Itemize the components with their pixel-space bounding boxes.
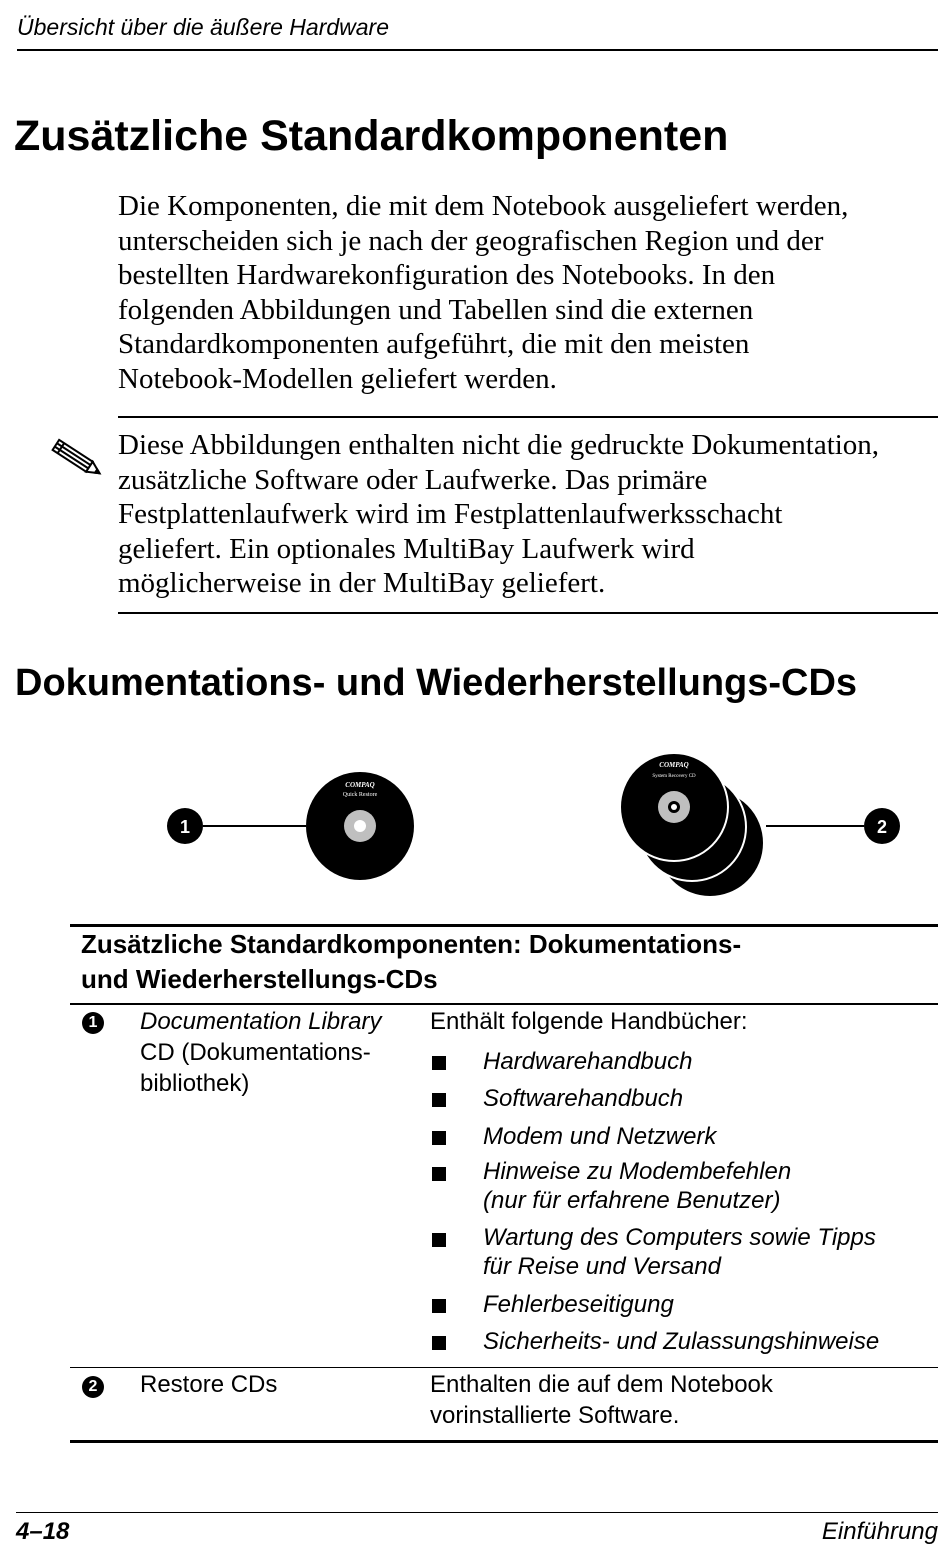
row-2-component: Restore CDs	[140, 1371, 278, 1398]
table-row-rule	[70, 1367, 938, 1368]
intro-line: folgenden Abbildungen und Tabellen sind die externen	[118, 293, 754, 326]
section-title-cds: Dokumentations- und Wiederherstellungs-CDs	[15, 662, 858, 704]
table-header-rule	[70, 1003, 938, 1005]
svg-text:Quick Restore: Quick Restore	[342, 792, 378, 798]
bullet-square	[432, 1167, 446, 1181]
svg-text:COMPAQ: COMPAQ	[345, 781, 375, 789]
row-1-description: Enthält folgende Handbücher:	[430, 1008, 748, 1035]
intro-line: bestellten Hardwarekonfiguration des Notebooks. In den	[118, 259, 776, 291]
table-title	[81, 927, 841, 997]
bullet-square	[432, 1299, 446, 1313]
table-title-line: und Wiederherstellungs-CDs	[81, 964, 438, 994]
note-paragraph	[118, 428, 943, 601]
bullet-square	[432, 1056, 446, 1070]
row-2-description	[430, 1369, 773, 1431]
note-top-rule	[118, 416, 938, 418]
pencil-note-icon	[44, 434, 108, 487]
row-1-component	[140, 1006, 381, 1099]
note-line: Festplattenlaufwerk wird im Festplattenlaufwerksschacht	[118, 498, 783, 530]
chapter-name: Einführung	[821, 1518, 938, 1545]
svg-text:COMPAQ: COMPAQ	[659, 761, 689, 769]
bullet-square	[432, 1093, 446, 1107]
callout-2	[864, 808, 900, 844]
note-line: geliefert. Ein optionales MultiBay Laufwerk wird	[118, 532, 695, 565]
bullet-square	[432, 1336, 446, 1350]
callout-1	[167, 808, 203, 844]
note-line: Diese Abbildungen enthalten nicht die gedruckte Dokumentation,	[118, 429, 880, 461]
intro-line: Standardkomponenten aufgeführt, die mit den meisten	[118, 328, 750, 360]
table-bottom-rule	[70, 1440, 938, 1443]
intro-line: Notebook-Modellen geliefert werden.	[118, 362, 557, 395]
footer-rule	[16, 1512, 938, 1513]
bullet-square	[432, 1131, 446, 1145]
row-1-component-line: bibliothek)	[140, 1070, 250, 1097]
note-line: möglicherweise in der MultiBay geliefert.	[118, 567, 606, 599]
section-title-standard-components: Zusätzliche Standardkomponenten	[14, 112, 729, 160]
list-item: Hardwarehandbuch	[483, 1048, 693, 1075]
svg-text:1: 1	[179, 817, 191, 837]
note-line: zusätzliche Software oder Laufwerke. Das primäre	[118, 463, 708, 496]
list-item: Softwarehandbuch	[483, 1085, 684, 1112]
intro-line: unterscheiden sich je nach der geografischen Region und der	[118, 224, 824, 257]
list-item-line: (nur für erfahrene Benutzer)	[483, 1187, 781, 1214]
intro-paragraph	[118, 189, 938, 396]
row-1-component-italic: Documentation Library	[140, 1008, 382, 1035]
restore-cds-icon	[620, 753, 764, 897]
list-item-line: Hinweise zu Modembefehlen	[483, 1158, 792, 1185]
row-2-number: 2	[82, 1376, 104, 1398]
documentation-cd-icon	[306, 772, 414, 880]
list-item: Modem und Netzwerk	[483, 1123, 717, 1150]
cd-illustration	[160, 745, 920, 910]
svg-text:System Recovery CD: System Recovery CD	[652, 774, 696, 779]
list-item-line: Wartung des Computers sowie Tipps	[483, 1224, 876, 1251]
list-item: Fehlerbeseitigung	[483, 1291, 674, 1318]
row-2-description-line: vorinstallierte Software.	[430, 1402, 680, 1429]
list-item-line: für Reise und Versand	[483, 1253, 721, 1280]
list-item	[483, 1223, 876, 1281]
row-2-description-line: Enthalten die auf dem Notebook	[430, 1371, 773, 1398]
bullet-square	[432, 1233, 446, 1247]
header-rule	[17, 49, 938, 51]
list-item	[483, 1157, 791, 1215]
row-1-number: 1	[82, 1012, 104, 1034]
list-item: Sicherheits- und Zulassungshinweise	[483, 1328, 880, 1355]
svg-text:2: 2	[876, 817, 888, 837]
row-1-component-line: CD (Dokumentations-	[140, 1039, 371, 1066]
running-header: Übersicht über die äußere Hardware	[17, 14, 390, 40]
intro-line: Die Komponenten, die mit dem Notebook ausgeliefert werden,	[118, 190, 849, 222]
table-title-line: Zusätzliche Standardkomponenten: Dokumentations-	[81, 929, 742, 959]
note-bottom-rule	[118, 612, 938, 614]
page-number: 4–18	[16, 1518, 70, 1545]
